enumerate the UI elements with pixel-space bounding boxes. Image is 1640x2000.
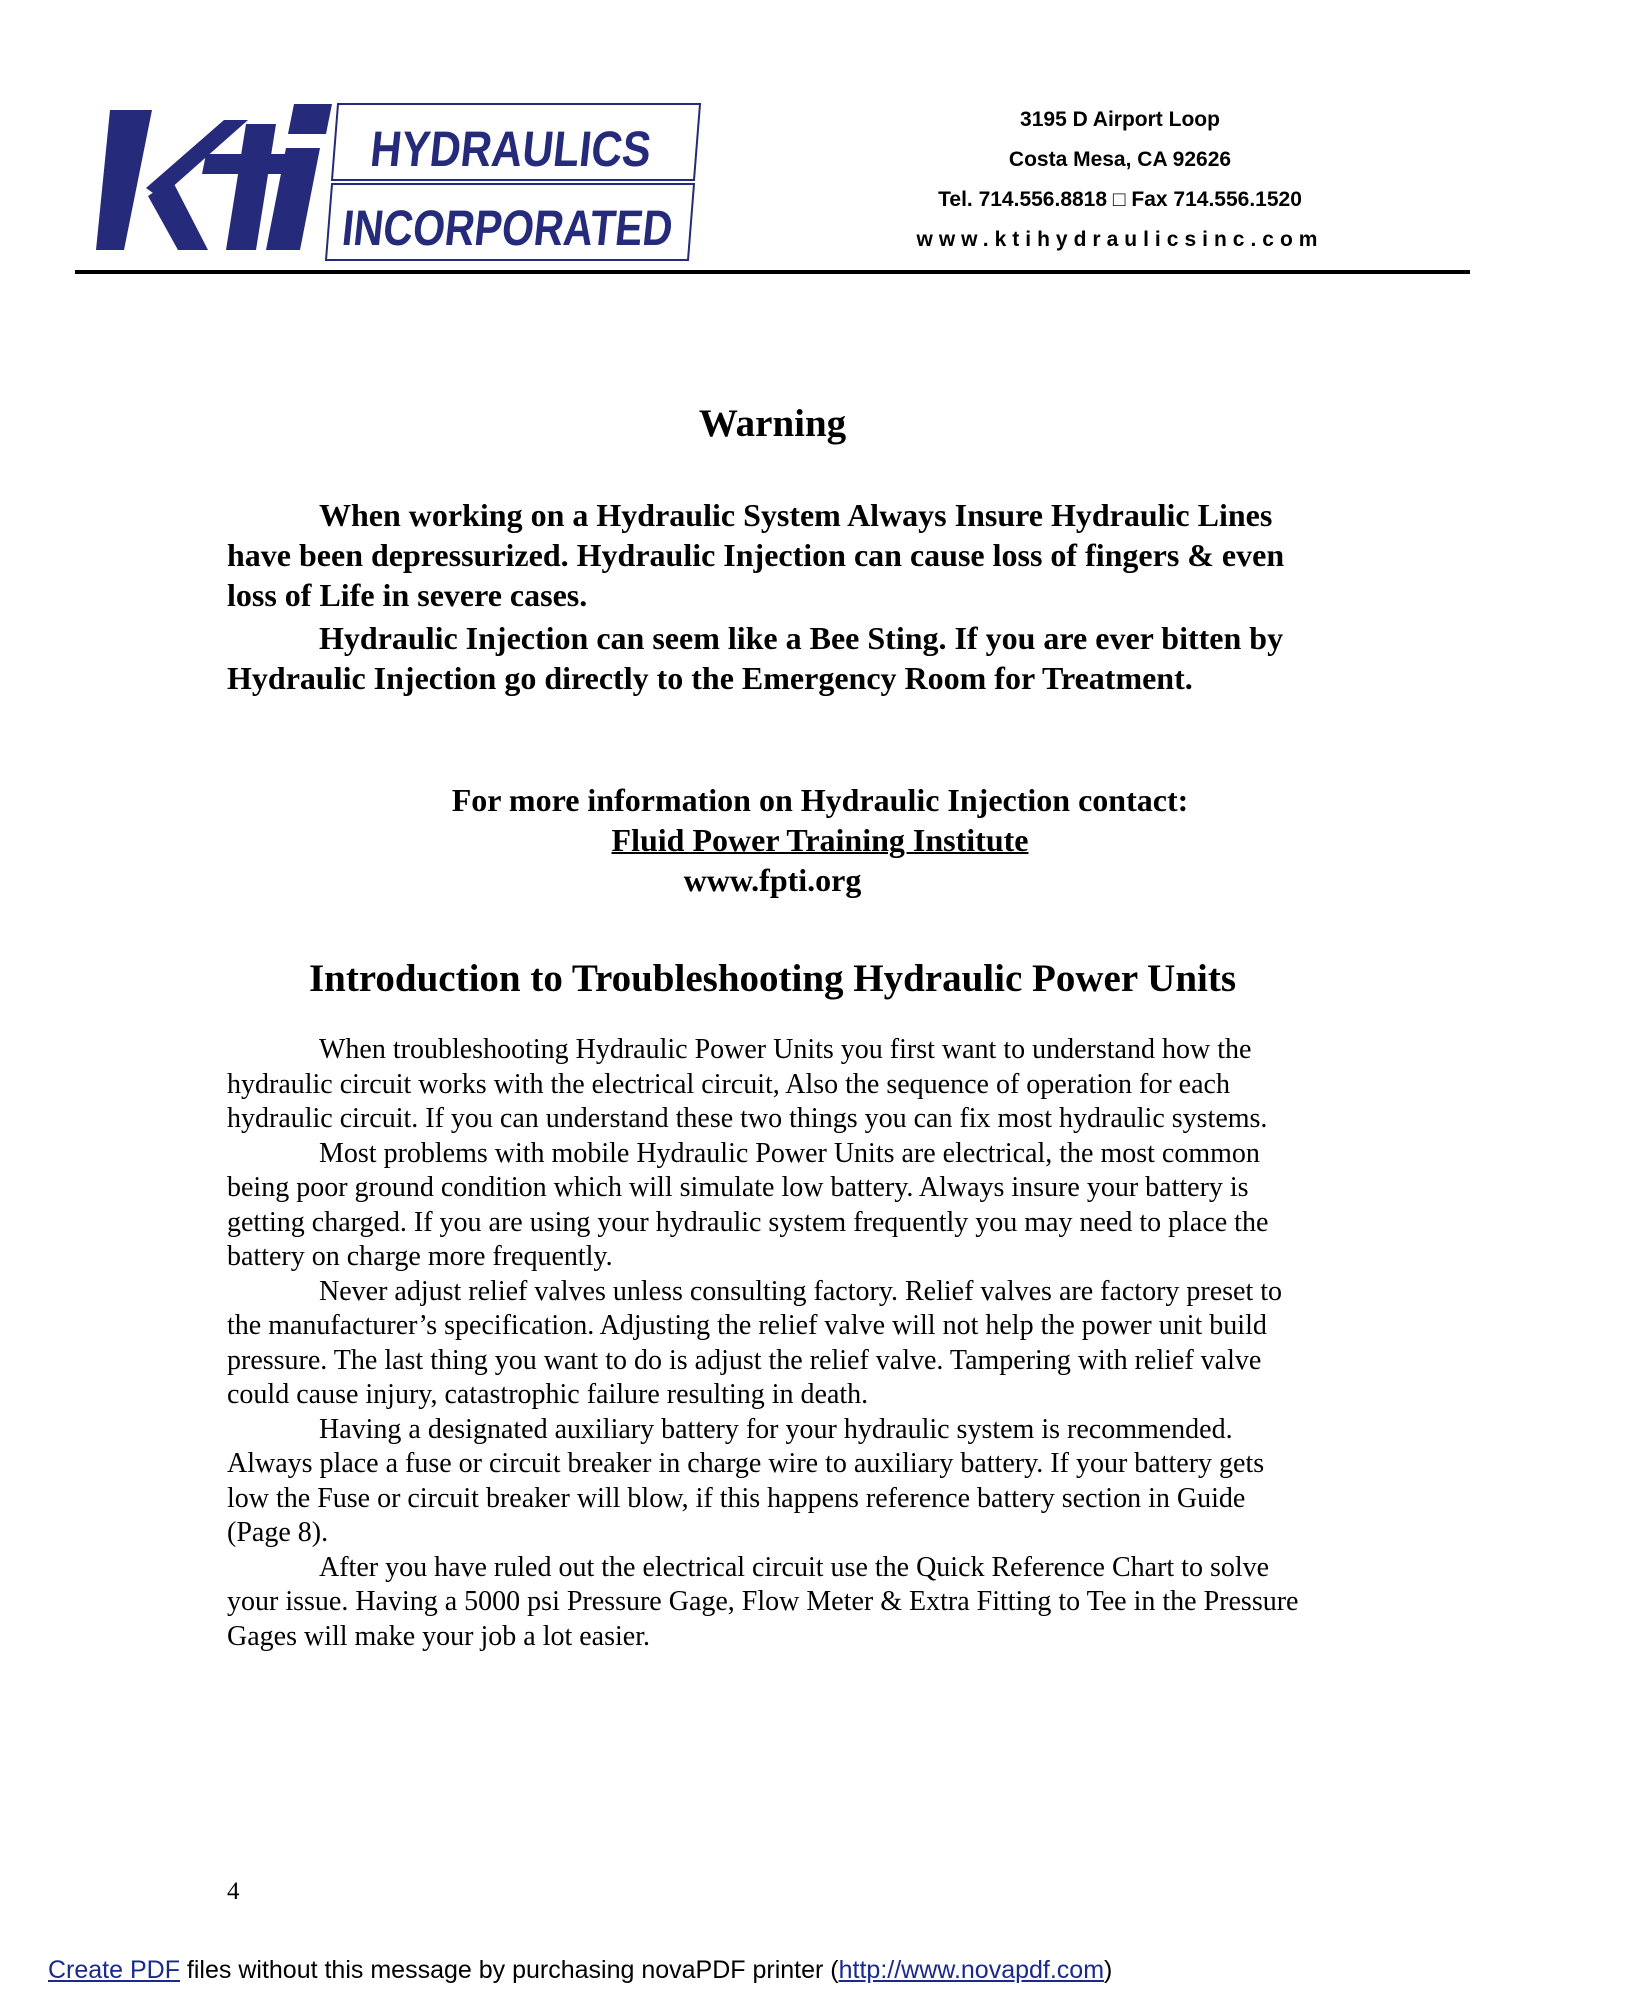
warning-text-1: When working on a Hydraulic System Always Insure Hydraulic Lines have been depressurized. Hydraulic Injection can cause loss of fingers & even loss of Life in severe cases. [227, 497, 1285, 613]
more-info-block [0, 780, 1640, 900]
warning-text-2: Hydraulic Injection can seem like a Bee Sting. If you are ever bitten by Hydraulic Injection go directly to the Emergency Room for Treatment. [227, 620, 1284, 696]
intro-body [227, 1033, 1312, 1654]
header-divider [75, 270, 1470, 274]
more-info-text: For more information on Hydraulic Injection contact: [451, 782, 1189, 818]
contact-block [820, 100, 1420, 260]
logo-i-dot [288, 104, 332, 134]
warning-title: Warning [698, 402, 847, 445]
intro-paragraph-2: Most problems with mobile Hydraulic Power Units are electrical, the most common being poor ground condition which will simulate low battery. Always insure your battery is getting charged. If you are using your hydraulic system frequently you may need to place the battery on charge more frequently. [227, 1137, 1269, 1272]
warning-paragraph-2 [227, 618, 1312, 698]
create-pdf-link[interactable]: Create PDF [48, 1956, 180, 1984]
address-line-2: Costa Mesa, CA 92626 [1008, 148, 1232, 171]
logo-k-leg [148, 180, 208, 250]
phone-fax: Tel. 714.556.8818 □ Fax 714.556.1520 [938, 188, 1302, 211]
page-number: 4 [227, 1878, 240, 1905]
logo-t-stem [226, 124, 276, 250]
fpti-name-link[interactable]: Fluid Power Training Institute [611, 822, 1029, 858]
fpti-url: www.fpti.org [683, 862, 862, 898]
intro-paragraph-3: Never adjust relief valves unless consulting factory. Relief valves are factory preset to the manufacturer’s specification. Adjusting the relief valve will not help the power unit build pressure. The last thing you want to do is adjust the relief valve. Tampering with relief valve could cause injury, catastrophic failure resulting in death. [227, 1275, 1283, 1410]
intro-title: Introduction to Troubleshooting Hydraulic Power Units [308, 957, 1237, 1000]
novapdf-footer [48, 1956, 1112, 1985]
company-logo [96, 100, 748, 262]
intro-paragraph-5: After you have ruled out the electrical circuit use the Quick Reference Chart to solve your issue. Having a 5000 psi Pressure Gage, Flow Meter & Extra Fitting to Tee in the Pressure Gages will make your job a lot easier. [227, 1551, 1299, 1652]
company-website: www.ktihydraulicsinc.com [916, 228, 1324, 251]
intro-paragraph-1: When troubleshooting Hydraulic Power Units you first want to understand how the hydraulic circuit works with the electrical circuit, Also the sequence of operation for each hydraulic circuit. If you can understand these two things you can fix most hydraulic systems. [227, 1034, 1268, 1134]
logo-line2: INCORPORATED [339, 200, 748, 256]
address-line-1: 3195 D Airport Loop [1020, 108, 1220, 131]
footer-close: ) [1104, 1956, 1113, 1984]
logo-line1: HYDRAULICS [367, 121, 702, 177]
logo-k-stem [96, 110, 152, 250]
footer-text: files without this message by purchasing novaPDF printer ( [179, 1956, 839, 1984]
novapdf-url-link[interactable]: http://www.novapdf.com [838, 1956, 1105, 1984]
intro-paragraph-4: Having a designated auxiliary battery for your hydraulic system is recommended. Always place a fuse or circuit breaker in charge wire to auxiliary battery. If your battery gets low the Fuse or circuit breaker will blow, if this happens reference battery section in Guide (Page 8). [227, 1413, 1265, 1548]
warning-paragraph-1 [227, 495, 1312, 615]
